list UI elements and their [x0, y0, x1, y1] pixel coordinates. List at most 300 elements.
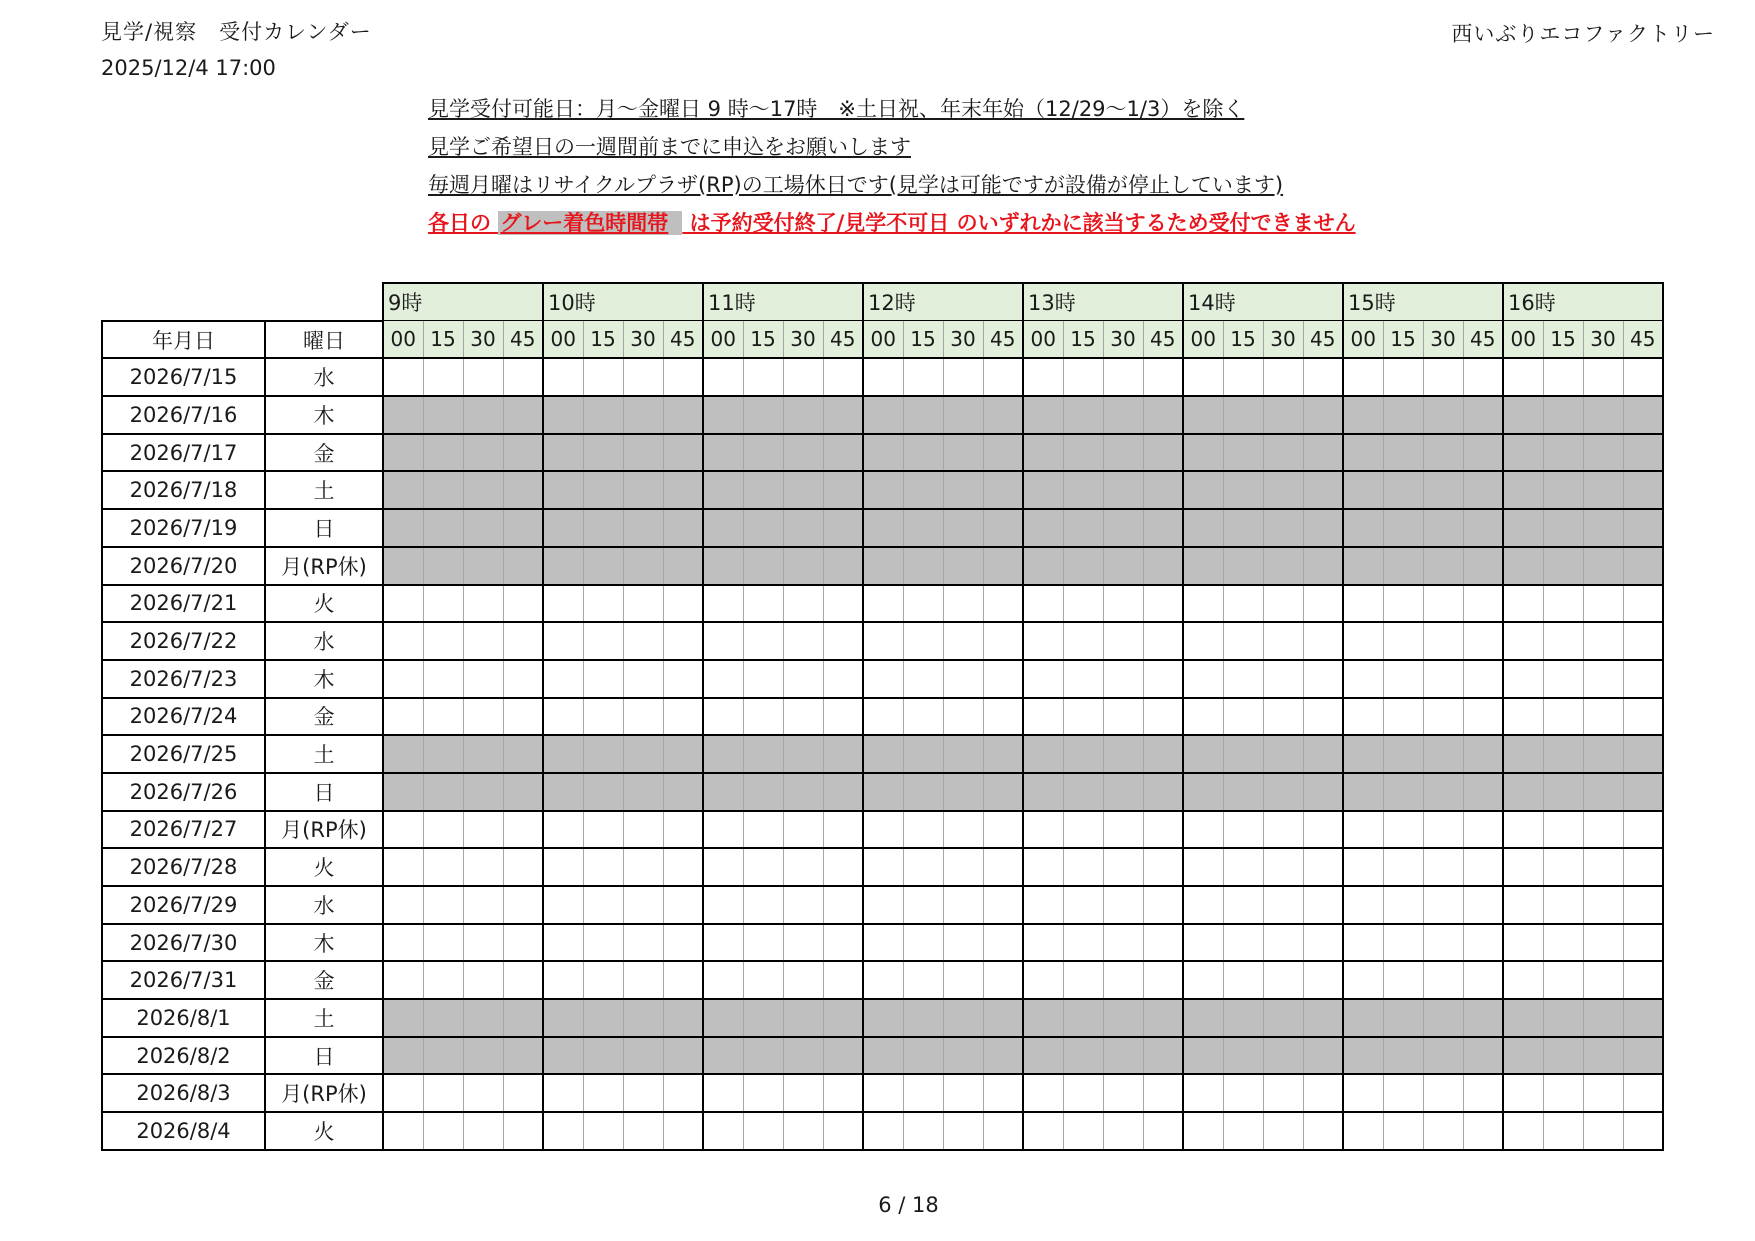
time-slot-available	[1583, 622, 1623, 660]
time-slot-unavailable	[743, 471, 783, 509]
time-slot-unavailable	[1423, 547, 1463, 585]
time-slot-unavailable	[1583, 434, 1623, 472]
time-slot-available	[1463, 698, 1503, 736]
time-slot-unavailable	[863, 547, 903, 585]
time-slot-unavailable	[1343, 434, 1383, 472]
time-slot-available	[823, 698, 863, 736]
date-cell: 2026/7/22	[102, 622, 265, 660]
weekday-cell: 水	[265, 622, 383, 660]
time-slot-available	[983, 1074, 1023, 1112]
time-slot-available	[1063, 924, 1103, 962]
minute-header: 15	[903, 321, 943, 359]
hour-header: 13時	[1023, 283, 1183, 321]
time-slot-unavailable	[783, 509, 823, 547]
time-slot-unavailable	[743, 509, 783, 547]
time-slot-unavailable	[463, 773, 503, 811]
time-slot-available	[463, 961, 503, 999]
time-slot-available	[743, 924, 783, 962]
time-slot-unavailable	[1263, 434, 1303, 472]
date-column-header: 年月日	[102, 321, 265, 359]
time-slot-available	[1423, 811, 1463, 849]
document-title: 見学/視察 受付カレンダー	[101, 20, 372, 44]
time-slot-available	[423, 660, 463, 698]
time-slot-available	[423, 924, 463, 962]
time-slot-unavailable	[743, 1037, 783, 1075]
date-cell: 2026/7/28	[102, 848, 265, 886]
time-slot-unavailable	[1143, 471, 1183, 509]
time-slot-available	[383, 924, 423, 962]
time-slot-available	[463, 811, 503, 849]
time-slot-available	[663, 1074, 703, 1112]
minute-header-row	[102, 321, 1663, 359]
time-slot-available	[623, 622, 663, 660]
minute-header: 00	[383, 321, 423, 359]
time-slot-unavailable	[1343, 396, 1383, 434]
time-slot-unavailable	[1503, 1037, 1543, 1075]
time-slot-available	[823, 622, 863, 660]
time-slot-available	[863, 811, 903, 849]
time-slot-unavailable	[663, 547, 703, 585]
date-cell: 2026/7/23	[102, 660, 265, 698]
time-slot-unavailable	[743, 773, 783, 811]
time-slot-available	[1063, 961, 1103, 999]
time-slot-available	[1103, 811, 1143, 849]
weekday-cell: 木	[265, 924, 383, 962]
time-slot-unavailable	[1023, 509, 1063, 547]
time-slot-unavailable	[1343, 471, 1383, 509]
time-slot-available	[1023, 1074, 1063, 1112]
time-slot-unavailable	[383, 773, 423, 811]
time-slot-unavailable	[1383, 1037, 1423, 1075]
notice-rp-holiday: 毎週月曜はリサイクルプラザ(RP)の工場休日です(見学は可能ですが設備が停止しています)	[428, 173, 1284, 197]
time-slot-unavailable	[1463, 1037, 1503, 1075]
time-slot-available	[423, 961, 463, 999]
minute-header: 30	[1583, 321, 1623, 359]
time-slot-available	[783, 585, 823, 623]
time-slot-available	[1543, 811, 1583, 849]
time-slot-available	[423, 622, 463, 660]
time-slot-available	[423, 1074, 463, 1112]
time-slot-available	[1583, 698, 1623, 736]
time-slot-available	[583, 848, 623, 886]
minute-header: 15	[423, 321, 463, 359]
time-slot-available	[983, 1112, 1023, 1150]
time-slot-unavailable	[863, 434, 903, 472]
time-slot-available	[1503, 698, 1543, 736]
time-slot-available	[543, 961, 583, 999]
time-slot-available	[423, 811, 463, 849]
time-slot-unavailable	[1463, 396, 1503, 434]
calendar-row	[102, 622, 1663, 660]
time-slot-available	[543, 1112, 583, 1150]
time-slot-unavailable	[863, 396, 903, 434]
weekday-cell: 火	[265, 1112, 383, 1150]
date-cell: 2026/7/16	[102, 396, 265, 434]
time-slot-available	[1143, 358, 1183, 396]
time-slot-available	[1183, 585, 1223, 623]
time-slot-available	[943, 924, 983, 962]
time-slot-unavailable	[903, 509, 943, 547]
time-slot-unavailable	[823, 773, 863, 811]
time-slot-available	[743, 848, 783, 886]
time-slot-unavailable	[863, 471, 903, 509]
time-slot-unavailable	[503, 773, 543, 811]
time-slot-available	[1143, 1112, 1183, 1150]
time-slot-available	[1303, 924, 1343, 962]
time-slot-unavailable	[423, 396, 463, 434]
time-slot-available	[943, 622, 983, 660]
time-slot-available	[1223, 585, 1263, 623]
time-slot-unavailable	[1343, 1037, 1383, 1075]
time-slot-available	[743, 622, 783, 660]
time-slot-available	[1343, 698, 1383, 736]
time-slot-available	[903, 660, 943, 698]
time-slot-available	[703, 848, 743, 886]
time-slot-unavailable	[383, 735, 423, 773]
time-slot-available	[1623, 886, 1663, 924]
time-slot-available	[823, 848, 863, 886]
date-cell: 2026/8/1	[102, 999, 265, 1037]
calendar-row	[102, 660, 1663, 698]
weekday-cell: 木	[265, 660, 383, 698]
minute-header: 15	[1063, 321, 1103, 359]
time-slot-available	[1063, 660, 1103, 698]
time-slot-available	[503, 961, 543, 999]
time-slot-available	[703, 811, 743, 849]
time-slot-available	[943, 886, 983, 924]
time-slot-available	[1143, 924, 1183, 962]
time-slot-available	[1463, 961, 1503, 999]
time-slot-unavailable	[1223, 999, 1263, 1037]
time-slot-unavailable	[383, 434, 423, 472]
time-slot-available	[743, 660, 783, 698]
weekday-cell: 木	[265, 396, 383, 434]
time-slot-unavailable	[703, 999, 743, 1037]
time-slot-available	[1463, 585, 1503, 623]
time-slot-unavailable	[1303, 471, 1343, 509]
time-slot-available	[663, 660, 703, 698]
time-slot-available	[503, 1112, 543, 1150]
time-slot-available	[1103, 924, 1143, 962]
time-slot-unavailable	[1143, 735, 1183, 773]
time-slot-available	[1543, 961, 1583, 999]
time-slot-unavailable	[863, 509, 903, 547]
time-slot-available	[623, 1112, 663, 1150]
minute-header: 15	[1223, 321, 1263, 359]
calendar-row	[102, 924, 1663, 962]
time-slot-available	[383, 358, 423, 396]
time-slot-unavailable	[703, 471, 743, 509]
time-slot-available	[1223, 1074, 1263, 1112]
time-slot-available	[583, 961, 623, 999]
time-slot-available	[783, 698, 823, 736]
calendar-row	[102, 698, 1663, 736]
time-slot-available	[943, 848, 983, 886]
time-slot-available	[983, 848, 1023, 886]
time-slot-unavailable	[1343, 999, 1383, 1037]
time-slot-available	[743, 698, 783, 736]
time-slot-available	[1423, 698, 1463, 736]
time-slot-available	[863, 585, 903, 623]
time-slot-available	[1223, 660, 1263, 698]
time-slot-unavailable	[383, 471, 423, 509]
time-slot-available	[663, 811, 703, 849]
time-slot-available	[543, 811, 583, 849]
time-slot-unavailable	[543, 509, 583, 547]
time-slot-unavailable	[1463, 999, 1503, 1037]
time-slot-available	[1023, 698, 1063, 736]
time-slot-available	[1583, 961, 1623, 999]
time-slot-available	[1183, 358, 1223, 396]
time-slot-available	[1343, 1112, 1383, 1150]
time-slot-available	[743, 585, 783, 623]
time-slot-available	[1263, 660, 1303, 698]
time-slot-available	[703, 1074, 743, 1112]
time-slot-unavailable	[903, 396, 943, 434]
time-slot-unavailable	[1383, 547, 1423, 585]
date-cell: 2026/7/21	[102, 585, 265, 623]
time-slot-available	[823, 886, 863, 924]
time-slot-available	[423, 848, 463, 886]
time-slot-unavailable	[1583, 1037, 1623, 1075]
time-slot-unavailable	[943, 1037, 983, 1075]
time-slot-available	[1343, 660, 1383, 698]
time-slot-available	[943, 811, 983, 849]
time-slot-available	[703, 698, 743, 736]
time-slot-unavailable	[1263, 735, 1303, 773]
time-slot-available	[1423, 1074, 1463, 1112]
time-slot-unavailable	[1583, 396, 1623, 434]
time-slot-available	[783, 811, 823, 849]
time-slot-unavailable	[1383, 509, 1423, 547]
date-cell: 2026/8/2	[102, 1037, 265, 1075]
hour-header-row	[102, 283, 1663, 321]
time-slot-available	[743, 1112, 783, 1150]
time-slot-available	[1543, 1074, 1583, 1112]
time-slot-available	[1143, 961, 1183, 999]
time-slot-available	[1623, 961, 1663, 999]
time-slot-available	[1583, 1112, 1623, 1150]
time-slot-available	[1503, 622, 1543, 660]
hour-header: 9時	[383, 283, 543, 321]
time-slot-unavailable	[1303, 547, 1343, 585]
time-slot-unavailable	[1143, 396, 1183, 434]
time-slot-unavailable	[1423, 509, 1463, 547]
time-slot-available	[703, 622, 743, 660]
time-slot-unavailable	[863, 999, 903, 1037]
time-slot-available	[1063, 886, 1103, 924]
time-slot-available	[623, 886, 663, 924]
time-slot-available	[1263, 961, 1303, 999]
time-slot-available	[983, 660, 1023, 698]
time-slot-available	[663, 848, 703, 886]
time-slot-available	[383, 886, 423, 924]
time-slot-unavailable	[903, 471, 943, 509]
time-slot-available	[823, 1074, 863, 1112]
time-slot-available	[1183, 924, 1223, 962]
time-slot-available	[1303, 1074, 1343, 1112]
time-slot-unavailable	[1223, 471, 1263, 509]
time-slot-unavailable	[423, 735, 463, 773]
time-slot-available	[1383, 1074, 1423, 1112]
weekday-cell: 日	[265, 1037, 383, 1075]
time-slot-unavailable	[1263, 999, 1303, 1037]
time-slot-available	[943, 698, 983, 736]
time-slot-unavailable	[1143, 509, 1183, 547]
time-slot-unavailable	[743, 547, 783, 585]
time-slot-unavailable	[1103, 735, 1143, 773]
date-cell: 2026/7/20	[102, 547, 265, 585]
time-slot-available	[463, 1112, 503, 1150]
calendar-row	[102, 585, 1663, 623]
time-slot-unavailable	[1463, 509, 1503, 547]
time-slot-available	[1303, 961, 1343, 999]
date-cell: 2026/7/31	[102, 961, 265, 999]
minute-header: 00	[1503, 321, 1543, 359]
time-slot-available	[1343, 924, 1383, 962]
time-slot-unavailable	[983, 434, 1023, 472]
time-slot-available	[863, 848, 903, 886]
time-slot-unavailable	[543, 735, 583, 773]
time-slot-unavailable	[1023, 999, 1063, 1037]
time-slot-available	[1463, 660, 1503, 698]
time-slot-available	[1103, 660, 1143, 698]
time-slot-available	[1103, 698, 1143, 736]
time-slot-unavailable	[783, 471, 823, 509]
time-slot-available	[1543, 622, 1583, 660]
time-slot-available	[1623, 924, 1663, 962]
weekday-cell: 月(RP休)	[265, 547, 383, 585]
time-slot-available	[1263, 811, 1303, 849]
calendar-row	[102, 396, 1663, 434]
time-slot-unavailable	[983, 999, 1023, 1037]
date-cell: 2026/7/19	[102, 509, 265, 547]
time-slot-unavailable	[1343, 547, 1383, 585]
date-cell: 2026/7/27	[102, 811, 265, 849]
notice-block	[428, 94, 1356, 246]
time-slot-unavailable	[1303, 773, 1343, 811]
time-slot-available	[783, 358, 823, 396]
minute-header: 00	[863, 321, 903, 359]
time-slot-unavailable	[1183, 547, 1223, 585]
time-slot-available	[1023, 1112, 1063, 1150]
time-slot-available	[383, 1112, 423, 1150]
time-slot-unavailable	[383, 509, 423, 547]
time-slot-available	[1103, 961, 1143, 999]
time-slot-unavailable	[663, 471, 703, 509]
time-slot-available	[1143, 698, 1183, 736]
time-slot-available	[1343, 1074, 1383, 1112]
time-slot-available	[1263, 585, 1303, 623]
minute-header: 45	[503, 321, 543, 359]
time-slot-unavailable	[1503, 434, 1543, 472]
time-slot-available	[423, 358, 463, 396]
time-slot-available	[1503, 1074, 1543, 1112]
time-slot-unavailable	[1503, 773, 1543, 811]
time-slot-unavailable	[943, 509, 983, 547]
time-slot-unavailable	[1103, 509, 1143, 547]
time-slot-available	[463, 622, 503, 660]
time-slot-available	[703, 924, 743, 962]
time-slot-available	[583, 698, 623, 736]
time-slot-available	[1423, 1112, 1463, 1150]
time-slot-available	[1063, 1074, 1103, 1112]
time-slot-unavailable	[1263, 471, 1303, 509]
time-slot-unavailable	[943, 396, 983, 434]
time-slot-available	[543, 660, 583, 698]
time-slot-available	[1623, 1074, 1663, 1112]
time-slot-available	[1143, 1074, 1183, 1112]
minute-header: 45	[1463, 321, 1503, 359]
time-slot-unavailable	[703, 396, 743, 434]
time-slot-unavailable	[983, 509, 1023, 547]
time-slot-unavailable	[623, 434, 663, 472]
calendar-row	[102, 886, 1663, 924]
time-slot-unavailable	[623, 509, 663, 547]
time-slot-unavailable	[583, 396, 623, 434]
time-slot-unavailable	[1063, 396, 1103, 434]
calendar-row	[102, 509, 1663, 547]
time-slot-unavailable	[1183, 396, 1223, 434]
weekday-cell: 金	[265, 961, 383, 999]
date-cell: 2026/7/18	[102, 471, 265, 509]
time-slot-unavailable	[503, 547, 543, 585]
time-slot-available	[1183, 811, 1223, 849]
time-slot-unavailable	[1143, 547, 1183, 585]
time-slot-available	[1343, 811, 1383, 849]
weekday-cell: 金	[265, 434, 383, 472]
time-slot-available	[1143, 622, 1183, 660]
header-spacer	[102, 283, 383, 321]
time-slot-unavailable	[743, 735, 783, 773]
time-slot-available	[1423, 886, 1463, 924]
time-slot-unavailable	[663, 509, 703, 547]
time-slot-unavailable	[1023, 735, 1063, 773]
time-slot-available	[903, 848, 943, 886]
time-slot-unavailable	[1063, 471, 1103, 509]
time-slot-unavailable	[583, 1037, 623, 1075]
time-slot-unavailable	[463, 509, 503, 547]
time-slot-available	[1423, 660, 1463, 698]
minute-header: 30	[943, 321, 983, 359]
time-slot-unavailable	[1183, 1037, 1223, 1075]
time-slot-available	[903, 622, 943, 660]
time-slot-available	[1383, 886, 1423, 924]
time-slot-available	[503, 698, 543, 736]
time-slot-unavailable	[1023, 1037, 1063, 1075]
time-slot-unavailable	[1223, 1037, 1263, 1075]
weekday-cell: 土	[265, 471, 383, 509]
time-slot-available	[1063, 622, 1103, 660]
time-slot-available	[1383, 1112, 1423, 1150]
time-slot-unavailable	[823, 434, 863, 472]
time-slot-available	[583, 660, 623, 698]
time-slot-available	[423, 886, 463, 924]
time-slot-available	[463, 358, 503, 396]
time-slot-unavailable	[1503, 471, 1543, 509]
time-slot-available	[783, 622, 823, 660]
time-slot-available	[1503, 924, 1543, 962]
time-slot-available	[583, 811, 623, 849]
time-slot-available	[703, 886, 743, 924]
minute-header: 15	[583, 321, 623, 359]
time-slot-unavailable	[703, 509, 743, 547]
time-slot-available	[1503, 585, 1543, 623]
date-cell: 2026/7/29	[102, 886, 265, 924]
weekday-cell: 水	[265, 358, 383, 396]
time-slot-available	[1183, 848, 1223, 886]
time-slot-available	[1583, 358, 1623, 396]
